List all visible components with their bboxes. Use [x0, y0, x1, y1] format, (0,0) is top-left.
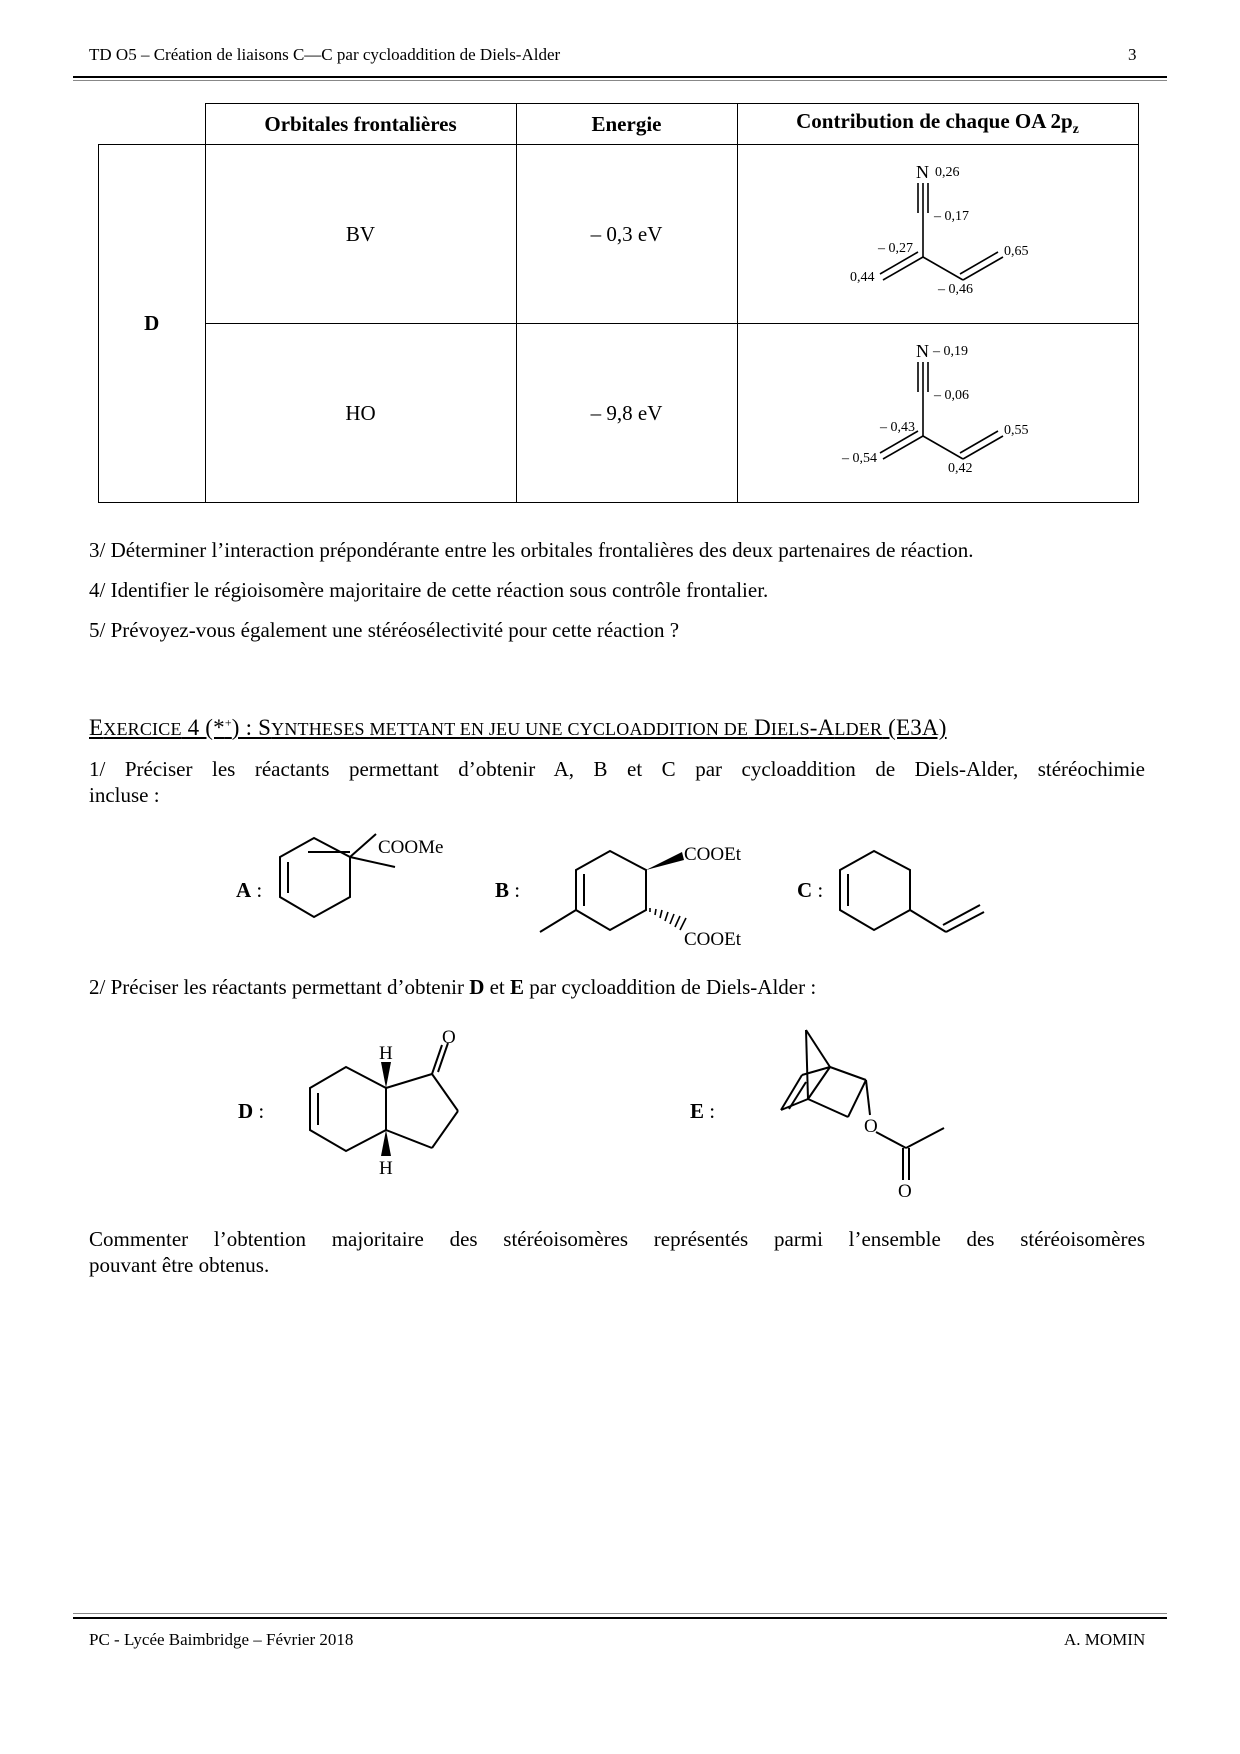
molecule-d-atom-o: O — [442, 1027, 456, 1048]
molecule-b-wedge — [646, 852, 684, 870]
coef-n: 0,26 — [934, 165, 959, 180]
molecule-d-atom-h-bottom: H — [379, 1158, 393, 1179]
coef-c-nitrile: – 0,17 — [933, 209, 969, 224]
molecule-d-label: D : — [238, 1099, 265, 1123]
molecule-e-structure — [781, 1030, 944, 1180]
molecule-b-substituent-top: COOEt — [684, 844, 741, 865]
molecule-b-hash — [650, 908, 686, 930]
coef-c-terminal-left: 0,44 — [849, 270, 874, 285]
footer-right: A. MOMIN — [1064, 1630, 1146, 1649]
footer-rule-shadow — [73, 1613, 1167, 1614]
molecule-a-substituent: COOMe — [378, 837, 444, 858]
coef-n: – 0,19 — [932, 344, 968, 359]
question-5: 5/ Prévoyez-vous également une stéréosélectivité pour cette réaction ? — [89, 618, 680, 642]
molecule-b-structure — [540, 851, 646, 932]
molecule-d-atom-h-top: H — [379, 1043, 393, 1064]
comment-line2: pouvant être obtenus. — [89, 1253, 270, 1277]
energy-ho: – 9,8 eV — [516, 324, 737, 503]
footer-rule — [73, 1617, 1167, 1619]
exercise-title: EXERCICE 4 (*+) : SYNTHESES METTANT EN JEU UNE CYCLOADDITION DE DIELS-ALDER (E3A) — [89, 715, 947, 740]
orbital-bv: BV — [205, 145, 516, 324]
exercise-q2: 2/ Préciser les réactants permettant d’obtenir D et E par cycloaddition de Diels-Alder : — [89, 975, 817, 999]
col-header-energy: Energie — [516, 104, 737, 145]
row-label-d: D — [99, 145, 206, 503]
col-header-contribution: Contribution de chaque OA $2p_z$ — [737, 104, 1138, 145]
molecule-c-label: C : — [797, 878, 824, 902]
coef-c-vinyl-terminal: 0,55 — [1003, 423, 1028, 438]
molecule-c-structure — [840, 851, 984, 932]
coef-c-vinyl-terminal: 0,65 — [1003, 244, 1028, 259]
exercise-q1-line2: incluse : — [89, 783, 160, 807]
molecule-e-atom-o-ester: O — [864, 1116, 878, 1137]
coef-c-central: – 0,43 — [879, 420, 915, 435]
coef-c-nitrile: – 0,06 — [933, 388, 969, 403]
coef-c-central: – 0,27 — [877, 241, 913, 256]
molecule-b-label: B : — [495, 878, 521, 902]
page-number: 3 — [1128, 45, 1137, 64]
coef-c-vinyl-internal: 0,42 — [947, 461, 972, 476]
orbital-ho: HO — [205, 324, 516, 503]
atom-n: N — [915, 162, 929, 182]
molecule-a-label: A : — [236, 878, 263, 902]
coef-c-vinyl-internal: – 0,46 — [937, 282, 973, 297]
question-3: 3/ Déterminer l’interaction prépondérante entre les orbitales frontalières des deux partenaires de réaction. — [89, 538, 974, 562]
atom-n: N — [915, 341, 929, 361]
molecule-e-atom-o-carbonyl: O — [898, 1181, 912, 1202]
question-4: 4/ Identifier le régioisomère majoritaire de cette réaction sous contrôle frontalier. — [89, 578, 769, 602]
molecule-b-substituent-bottom: COOEt — [684, 929, 741, 950]
header-title: TD O5 – Création de liaisons C—C par cycloaddition de Diels-Alder — [89, 45, 561, 64]
exercise-q1-line1: 1/ Préciser les réactants permettant d’obtenir A, B et C par cycloaddition de Diels-Alder, stéréochimie — [89, 757, 1145, 781]
molecule-e-label: E : — [690, 1099, 716, 1123]
coef-c-terminal-left: – 0,54 — [841, 451, 877, 466]
energy-bv: – 0,3 eV — [516, 145, 737, 324]
col-header-orbitals: Orbitales frontalières — [205, 104, 516, 145]
molecule-d-wedge-bottom — [381, 1130, 391, 1156]
comment-line1: Commenter l’obtention majoritaire des stéréoisomères représentés parmi l’ensemble des stéréoisomères — [89, 1227, 1145, 1251]
molecule-d-wedge-top — [381, 1062, 391, 1088]
footer-left: PC - Lycée Baimbridge – Février 2018 — [89, 1630, 354, 1649]
